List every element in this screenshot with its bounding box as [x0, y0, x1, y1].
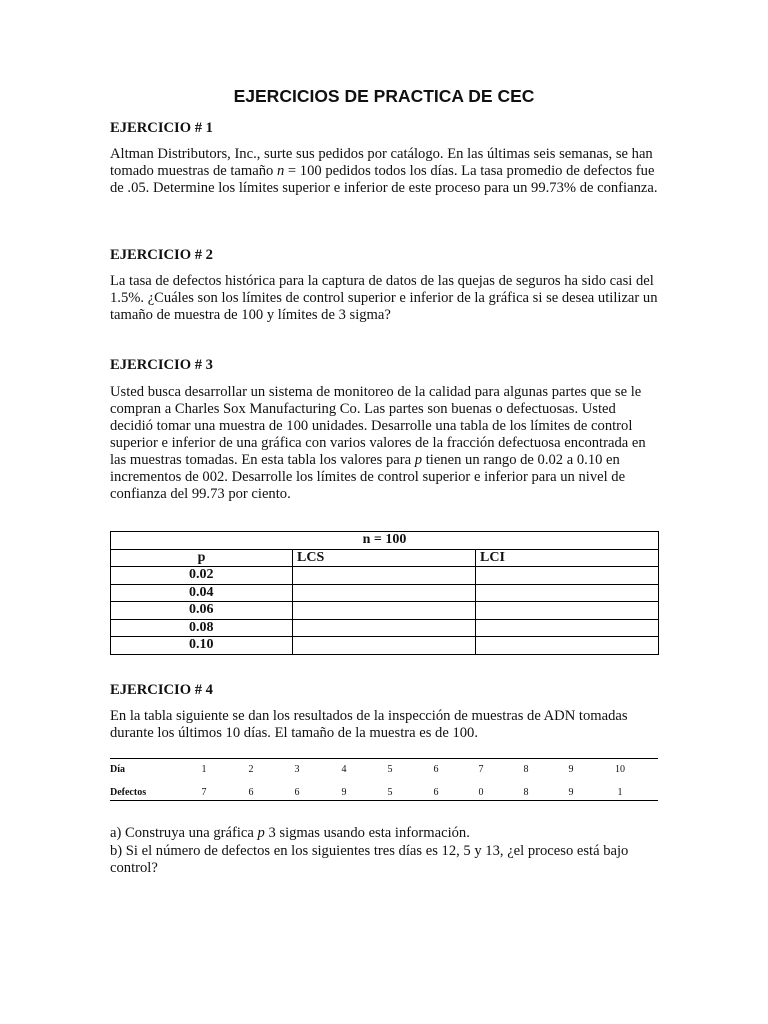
- dia-label: Día: [110, 764, 125, 775]
- exercise-4-heading: EJERCICIO # 4: [110, 682, 213, 698]
- dia-value: 1: [201, 764, 207, 775]
- exercise-1-text-a: Altman Distributors, Inc., surte sus pedidos por catálogo. En las últimas seis semanas, se han tomado muestras de tamaño: [110, 146, 653, 179]
- lcs-cell[interactable]: [293, 567, 476, 585]
- dia-value: 6: [433, 764, 439, 775]
- exercise-3-text: [110, 384, 658, 503]
- defectos-value: 1: [617, 787, 623, 798]
- exercise-1-text-b: = 100 pedidos todos los días. La tasa promedio de defectos fue de .05. Determine los límites superior e inferior de este proceso para un 99.73% de confianza.: [110, 163, 658, 196]
- column-header-lci: LCI: [476, 549, 659, 567]
- lcs-cell[interactable]: [293, 637, 476, 655]
- exercise-2-heading: EJERCICIO # 2: [110, 247, 213, 263]
- exercise-1-heading: EJERCICIO # 1: [110, 120, 213, 136]
- question-a: [110, 825, 658, 842]
- table-row: [111, 619, 659, 637]
- lci-cell[interactable]: [476, 637, 659, 655]
- exercise-3-heading: EJERCICIO # 3: [110, 357, 213, 373]
- dia-value: 4: [341, 764, 347, 775]
- lci-cell[interactable]: [476, 619, 659, 637]
- defectos-value: 5: [387, 787, 393, 798]
- exercise-3-text-b: tienen un rango de 0.02 a 0.10 en incrementos de 002. Desarrolle los límites de control superior e inferior para un nivel de confianza del 99.73 por ciento.: [110, 452, 626, 502]
- dia-value: 10: [615, 764, 625, 775]
- defectos-value: 6: [433, 787, 439, 798]
- dia-value: 2: [248, 764, 254, 775]
- question-a-var-p: p: [257, 825, 265, 841]
- table-row: [111, 602, 659, 620]
- dia-value: 8: [523, 764, 529, 775]
- table-row: [111, 567, 659, 585]
- defectos-value: 6: [294, 787, 300, 798]
- column-header-p: p: [111, 549, 293, 567]
- exercise-1-var-n: n: [276, 163, 285, 179]
- lci-cell[interactable]: [476, 584, 659, 602]
- lcs-cell[interactable]: [293, 584, 476, 602]
- defectos-value: 0: [478, 787, 484, 798]
- control-limits-table: [110, 531, 659, 655]
- p-value: 0.08: [111, 619, 293, 637]
- column-header-lcs: LCS: [293, 549, 476, 567]
- p-value: 0.10: [111, 637, 293, 655]
- question-a-text-1: a) Construya una gráfica: [110, 825, 258, 841]
- question-b: b) Si el número de defectos en los siguientes tres días es 12, 5 y 13, ¿el proceso está bajo control?: [110, 843, 629, 876]
- lci-cell[interactable]: [476, 567, 659, 585]
- table-caption: n = 100: [111, 532, 659, 550]
- table-row: [111, 637, 659, 655]
- p-value: 0.02: [111, 567, 293, 585]
- dia-value: 5: [387, 764, 393, 775]
- dia-row: [110, 761, 658, 775]
- lcs-cell[interactable]: [293, 602, 476, 620]
- dna-defects-table: [110, 758, 658, 801]
- lcs-cell[interactable]: [293, 619, 476, 637]
- document-title: EJERCICIOS DE PRACTICA DE CEC: [233, 86, 535, 106]
- exercise-3-var-p: p: [414, 452, 423, 468]
- defectos-row: [110, 784, 658, 798]
- question-a-text-2: 3 sigmas usando esta información.: [264, 825, 470, 841]
- exercise-2-text: La tasa de defectos histórica para la captura de datos de las quejas de seguros ha sido casi del 1.5%. ¿Cuáles son los límites de control superior e inferior de la gráfica si se desea utilizar un tamaño de muestra de 100 y límites de 3 sigma?: [110, 273, 658, 323]
- dia-value: 9: [568, 764, 574, 775]
- defectos-value: 6: [248, 787, 254, 798]
- defectos-value: 9: [568, 787, 574, 798]
- defectos-label: Defectos: [110, 787, 147, 798]
- exercise-3-text-a: Usted busca desarrollar un sistema de monitoreo de la calidad para algunas partes que se le compran a Charles Sox Manufacturing Co. Las partes son buenas o defectuosas. Usted decidió tomar una muestra de 100 unidades. Desarrolle una tabla de los límites de control superior e inferior de una gráfica con varios valores de la fracción defectuosa encontrada en las muestras tomadas. En esta tabla los valores para: [110, 384, 646, 468]
- table-row: [111, 584, 659, 602]
- dia-value: 3: [294, 764, 300, 775]
- lci-cell[interactable]: [476, 602, 659, 620]
- exercise-1-text: [110, 146, 658, 197]
- dia-value: 7: [478, 764, 484, 775]
- defectos-value: 9: [341, 787, 347, 798]
- defectos-value: 8: [523, 787, 529, 798]
- p-value: 0.06: [111, 602, 293, 620]
- p-value: 0.04: [111, 584, 293, 602]
- defectos-value: 7: [201, 787, 207, 798]
- exercise-4-text: En la tabla siguiente se dan los resultados de la inspección de muestras de ADN tomadas durante los últimos 10 días. El tamaño de la muestra es de 100.: [110, 708, 628, 741]
